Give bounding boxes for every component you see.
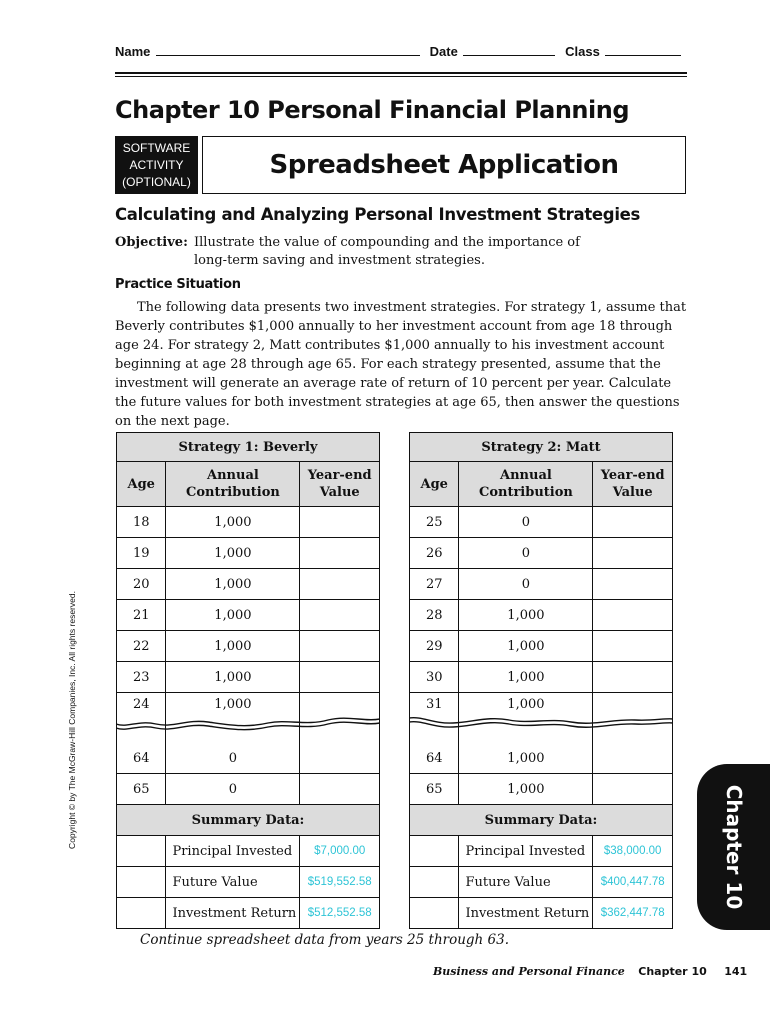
year-end-value-cell[interactable]: [300, 693, 380, 744]
table-row: 23 1,000: [117, 662, 380, 693]
activity-subtitle: Calculating and Analyzing Personal Investment Strategies: [115, 205, 641, 224]
year-end-value-header: Year-end Value: [300, 462, 380, 507]
year-end-value-header: Year-end Value: [593, 462, 673, 507]
age-header: Age: [410, 462, 459, 507]
table-row: 31 1,000: [410, 693, 673, 744]
year-end-value-cell[interactable]: [593, 538, 673, 569]
table-row: 25 0: [410, 507, 673, 538]
year-end-value-cell[interactable]: [593, 569, 673, 600]
table-row: 18 1,000: [117, 507, 380, 538]
year-end-value-cell[interactable]: [593, 631, 673, 662]
year-end-value-cell[interactable]: [300, 569, 380, 600]
strategy-2-table: [409, 432, 673, 929]
year-end-value-cell[interactable]: [300, 600, 380, 631]
section-title: Spreadsheet Application: [269, 150, 619, 180]
table-row: 21 1,000: [117, 600, 380, 631]
software-line-2: ACTIVITY: [129, 158, 184, 172]
footer-chapter: Chapter 10: [638, 965, 707, 978]
table-row: 19 1,000: [117, 538, 380, 569]
summary-label: Summary Data:: [410, 805, 673, 836]
objective: [115, 234, 614, 270]
investment-return-value: $362,447.78: [593, 898, 673, 929]
table-row: 65 1,000: [410, 774, 673, 805]
section-title-box: [202, 136, 686, 194]
year-end-value-cell[interactable]: [593, 693, 673, 744]
table-row: 64 0: [117, 743, 380, 774]
table-row: 22 1,000: [117, 631, 380, 662]
strategy-2-title: Strategy 2: Matt: [410, 433, 673, 462]
practice-paragraph: The following data presents two investment strategies. For strategy 1, assume that Beverly contributes $1,000 annually to her investment account from age 18 through age 24. For strategy 2, Matt contributes $1,000 annually to his investment account beginning at age 28 through age 65. For each strategy presented, assume that the investment will generate an average rate of return of 10 percent per year. Calculate the future values for both investment strategies at age 65, then answer the questions on the next page.: [115, 300, 687, 429]
footer-page-number: 141: [724, 965, 748, 978]
future-value-value: $400,447.78: [593, 867, 673, 898]
table-row: 24 1,000: [117, 693, 380, 744]
table-row: 20 1,000: [117, 569, 380, 600]
continue-note: Continue spreadsheet data from years 25 through 63.: [140, 932, 510, 948]
date-label: Date: [429, 44, 458, 59]
class-blank[interactable]: [605, 54, 681, 56]
year-end-value-cell[interactable]: [300, 743, 380, 774]
year-end-value-cell[interactable]: [300, 662, 380, 693]
objective-label: Objective:: [115, 235, 188, 250]
year-end-value-cell[interactable]: [593, 743, 673, 774]
year-end-value-cell[interactable]: [300, 538, 380, 569]
principal-invested-value: $38,000.00: [593, 836, 673, 867]
year-end-value-cell[interactable]: [593, 774, 673, 805]
name-blank[interactable]: [156, 54, 420, 56]
objective-text: Illustrate the value of compounding and the importance of long-term saving and investment strategies.: [194, 235, 580, 268]
software-line-3: (OPTIONAL): [122, 175, 191, 189]
year-end-value-cell[interactable]: [300, 507, 380, 538]
software-activity-box: [115, 136, 198, 194]
date-blank[interactable]: [463, 54, 555, 56]
table-row: 64 1,000: [410, 743, 673, 774]
header-rule: [115, 72, 687, 74]
header-rule-thin: [115, 76, 687, 77]
principal-invested-value: $7,000.00: [300, 836, 380, 867]
footer-book-title: Business and Personal Finance: [433, 965, 625, 978]
practice-heading: Practice Situation: [115, 277, 241, 292]
future-value-value: $519,552.58: [300, 867, 380, 898]
software-line-1: SOFTWARE: [122, 141, 191, 155]
chapter-side-tab: Chapter 10: [697, 764, 770, 930]
table-row: 26 0: [410, 538, 673, 569]
table-row: 27 0: [410, 569, 673, 600]
age-header: Age: [117, 462, 166, 507]
page-footer: [433, 965, 747, 978]
investment-return-label: Investment Return: [166, 898, 300, 929]
future-value-label: Future Value: [459, 867, 593, 898]
principal-invested-label: Principal Invested: [459, 836, 593, 867]
year-end-value-cell[interactable]: [300, 631, 380, 662]
strategy-1-table: [116, 432, 380, 929]
year-end-value-cell[interactable]: [593, 662, 673, 693]
year-end-value-cell[interactable]: [300, 774, 380, 805]
table-row: 28 1,000: [410, 600, 673, 631]
strategy-1-title: Strategy 1: Beverly: [117, 433, 380, 462]
copyright-notice: Copyright © by The McGraw-Hill Companies, Inc. All rights reserved.: [67, 591, 77, 849]
class-label: Class: [565, 44, 600, 59]
contribution-header: Annual Contribution: [166, 462, 300, 507]
contribution-header: Annual Contribution: [459, 462, 593, 507]
chapter-title: Chapter 10 Personal Financial Planning: [115, 96, 630, 124]
table-row: 29 1,000: [410, 631, 673, 662]
investment-return-label: Investment Return: [459, 898, 593, 929]
future-value-label: Future Value: [166, 867, 300, 898]
name-label: Name: [115, 44, 151, 59]
table-row: 30 1,000: [410, 662, 673, 693]
year-end-value-cell[interactable]: [593, 600, 673, 631]
name-date-class-line: [115, 44, 687, 59]
summary-label: Summary Data:: [117, 805, 380, 836]
table-row: 65 0: [117, 774, 380, 805]
year-end-value-cell[interactable]: [593, 507, 673, 538]
principal-invested-label: Principal Invested: [166, 836, 300, 867]
investment-return-value: $512,552.58: [300, 898, 380, 929]
